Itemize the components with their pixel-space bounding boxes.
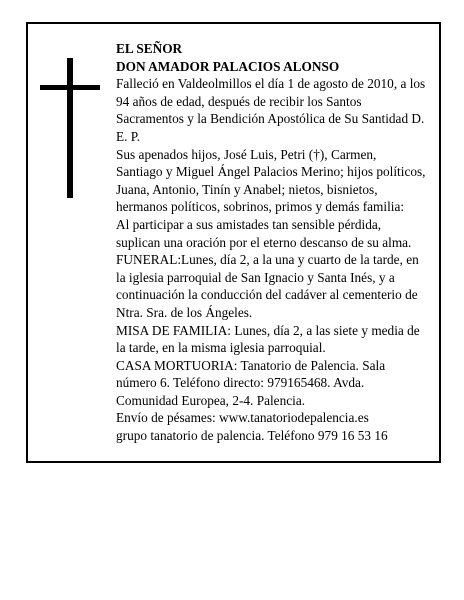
notice-text [116, 40, 426, 445]
cross-vertical-bar [67, 58, 73, 198]
prayer-request: Al participar a sus amistades tan sensible pérdida, suplican una oración por el eterno descanso de su alma. [116, 216, 412, 250]
notice-heading: EL SEÑOR [116, 41, 183, 56]
cross-icon [40, 58, 100, 198]
death-announcement: Falleció en Valdeolmillos el día 1 de agosto de 2010, a los 94 años de edad, después de recibir los Santos Sacramentos y la Bendición Apostólica de Su Santidad D. E. P. [116, 76, 426, 144]
obituary-notice [26, 22, 441, 463]
family-list: Sus apenados hijos, José Luis, Petri (†), Carmen, Santiago y Miguel Ángel Palacios Merino; hijos políticos, Juana, Antonio, Tinín y Anabel; nietos, bisnietos, hermanos políticos, sobrinos, primos y demás familia: [116, 146, 426, 215]
deceased-name: DON AMADOR PALACIOS ALONSO [116, 58, 340, 74]
funeral-group-phone: grupo tanatorio de palencia. Teléfono 979 16 53 16 [116, 428, 388, 444]
condolences-website: Envío de pésames: www.tanatoriodepalencia.es [116, 410, 369, 426]
funeral-home-details: CASA MORTUORIA: Tanatorio de Palencia. Sala número 6. Teléfono directo: 979165468. Avda. Comunidad Europea, 2-4. Palencia. [116, 357, 386, 408]
cross-horizontal-bar [40, 85, 100, 90]
family-mass-details: MISA DE FAMILIA: Lunes, día 2, a las siete y media de la tarde, en la misma iglesia parroquial. [116, 322, 420, 356]
funeral-details: FUNERAL:Lunes, día 2, a la una y cuarto de la tarde, en la iglesia parroquial de San Ignacio y Santa Inés, y a continuación la conducción del cadáver al cementerio de Ntra. Sra. de los Ángeles. [116, 252, 419, 320]
